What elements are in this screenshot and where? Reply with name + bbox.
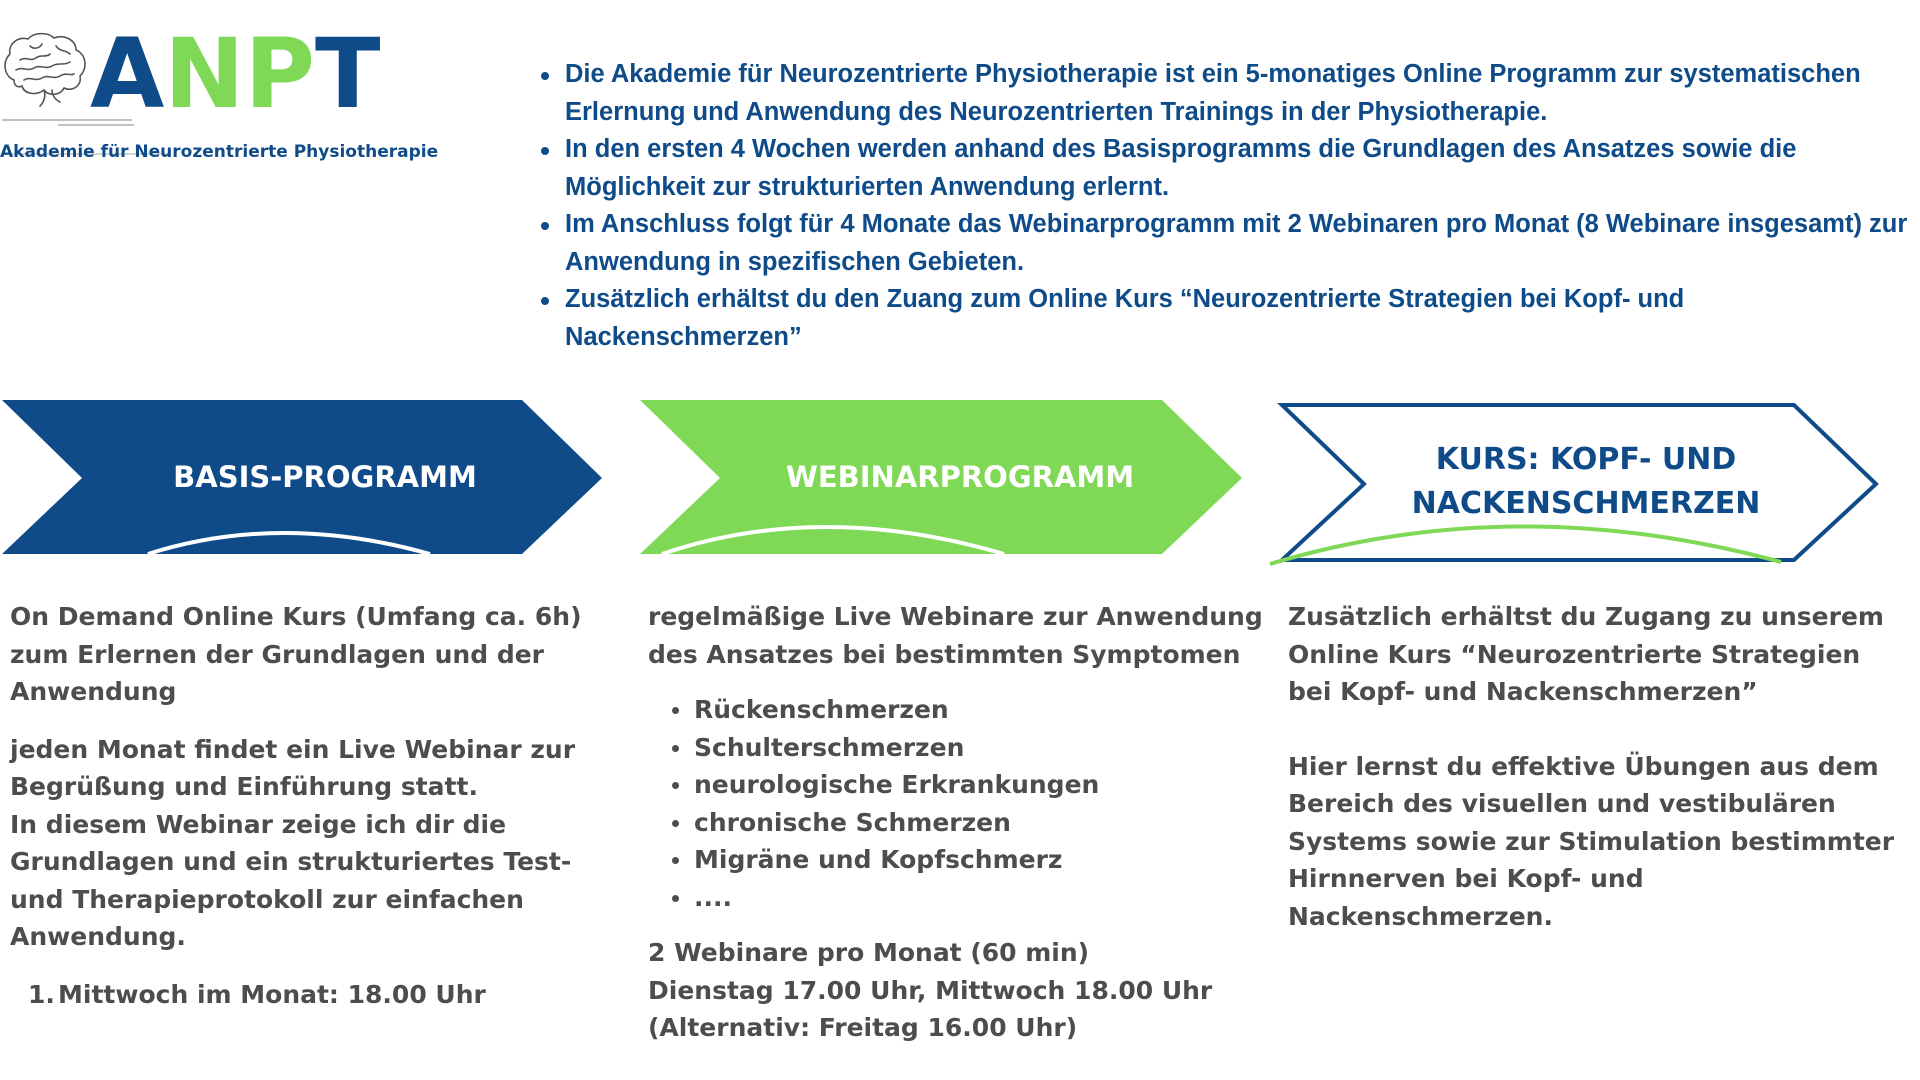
intro-item: Zusätzlich erhältst du den Zuang zum Online Kurs “Neurozentrierte Strategien bei Kopf- und Nackenschmerzen” bbox=[565, 281, 1915, 356]
webinar-frequency: 2 Webinare pro Monat (60 min) bbox=[648, 938, 1090, 967]
basis-webinar-details: In diesem Webinar zeige ich dir die Grundlagen und ein strukturiertes Test- und Therapieprotokoll zur einfachen Anwendung. bbox=[10, 809, 572, 951]
intro-item: In den ersten 4 Wochen werden anhand des Basisprogramms die Grundlagen des Ansatzes sowie die Möglichkeit zur strukturierten Anwendung erlernt. bbox=[565, 131, 1915, 206]
basis-column bbox=[10, 598, 622, 1013]
list-item: .... bbox=[694, 879, 1268, 917]
list-item: neurologische Erkrankungen bbox=[694, 766, 1268, 804]
basis-schedule-item: Mittwoch im Monat: 18.00 Uhr bbox=[58, 979, 486, 1009]
webinar-description: regelmäßige Live Webinare zur Anwendung des Ansatzes bei bestimmten Symptomen bbox=[648, 602, 1263, 669]
course-details: Hier lernst du effektive Übungen aus dem Bereich des visuellen und vestibulären Systems sowie zur Stimulation bestimmter Hirnnerven bei Kopf- und Nackenschmerzen. bbox=[1288, 751, 1895, 931]
logo-letter-t: T bbox=[315, 18, 381, 130]
logo bbox=[0, 18, 460, 174]
logo-subtitle: Akademie für Neurozentrierte Physiotherapie bbox=[0, 142, 439, 162]
course-arrow bbox=[1266, 400, 1906, 580]
intro-item: Im Anschluss folgt für 4 Monate das Webinarprogramm mit 2 Webinaren pro Monat (8 Webinare insgesamt) zur Anwendung in spezifischen Gebieten. bbox=[565, 206, 1915, 281]
intro-list bbox=[535, 56, 1915, 356]
list-item: Rückenschmerzen bbox=[694, 691, 1268, 729]
intro-item: Die Akademie für Neurozentrierte Physiotherapie ist ein 5-monatiges Online Programm zur systematischen Erlernung und Anwendung des Neurozentrierten Trainings in der Physiotherapie. bbox=[565, 56, 1915, 131]
list-item: Schulterschmerzen bbox=[694, 729, 1268, 767]
basis-webinar-info: jeden Monat findet ein Live Webinar zur Begrüßung und Einführung statt. bbox=[10, 734, 576, 801]
webinar-schedule-alternative: (Alternativ: Freitag 16.00 Uhr) bbox=[648, 1013, 1078, 1042]
course-title-line1: KURS: KOPF- UND bbox=[1435, 442, 1737, 477]
logo-letter-a: A bbox=[90, 18, 165, 130]
logo-wordmark bbox=[90, 18, 381, 130]
basis-program-title: BASIS-PROGRAMM bbox=[173, 460, 477, 494]
webinar-column bbox=[648, 598, 1268, 1047]
course-title-line2: NACKENSCHMERZEN bbox=[1411, 486, 1761, 521]
list-item: chronische Schmerzen bbox=[694, 804, 1268, 842]
basis-description: On Demand Online Kurs (Umfang ca. 6h) zum Erlernen der Grundlagen und der Anwendung bbox=[10, 602, 582, 706]
webinar-program-title: WEBINARPROGRAMM bbox=[785, 460, 1135, 494]
list-item: Migräne und Kopfschmerz bbox=[694, 841, 1268, 879]
symptom-list bbox=[648, 691, 1268, 916]
course-description: Zusätzlich erhältst du Zugang zu unserem Online Kurs “Neurozentrierte Strategien bei Kopf- und Nackenschmerzen” bbox=[1288, 602, 1884, 706]
basis-schedule-list bbox=[10, 976, 622, 1014]
course-column bbox=[1288, 598, 1908, 935]
basis-program-arrow bbox=[0, 400, 610, 560]
brain-icon bbox=[0, 30, 90, 110]
logo-letters-np: NP bbox=[164, 18, 315, 130]
list-number: 1. bbox=[28, 979, 55, 1009]
webinar-schedule: Dienstag 17.00 Uhr, Mittwoch 18.00 Uhr bbox=[648, 975, 1213, 1005]
webinar-program-arrow bbox=[640, 400, 1250, 560]
